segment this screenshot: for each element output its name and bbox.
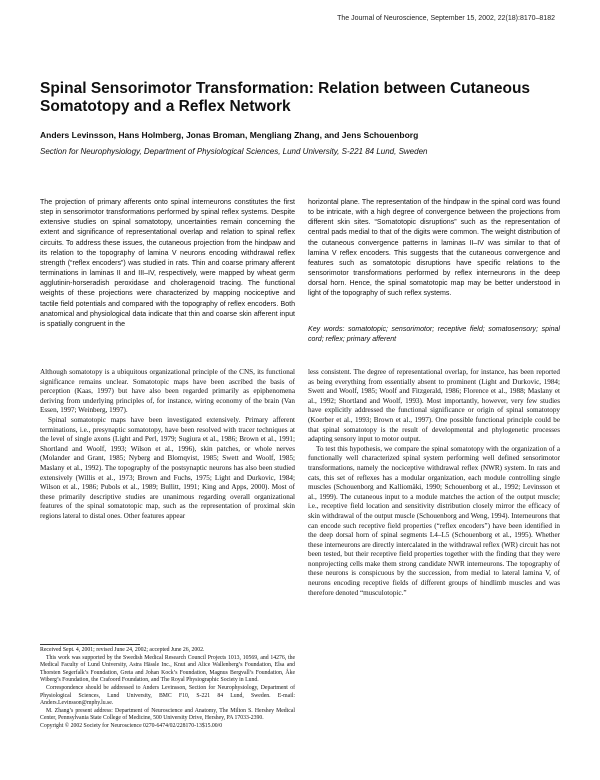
footnote-copyright: Copyright © 2002 Society for Neuroscience 0270-6474/02/228170-13$15.00/0: [40, 722, 223, 729]
body-right-column: [308, 368, 560, 598]
footnote-received: Received Sept. 4, 2001; revised June 24, 2002; accepted June 26, 2002.: [40, 647, 205, 653]
body-paragraph: less consistent. The degree of representational overlap, for instance, has been reported as being everything from essentially absent to prominent (Light and Durkovic, 1984; Swett and Woolf, 1985; Woolf and Fitzgerald, 1986; Florence et al., 1988; Maslany et al., 1992; Shortland and Woolf, 1993). Most importantly, however, very few studies have explicitly addressed the functional significance or origin of spinal somatotopy (Koerber et al., 1993; Brown et al., 1997). One possible functional principle could be that spinal somatotopy is the result of developmental and phylogenetic processes adapting sensory input to motor output.: [308, 368, 560, 444]
body-paragraph: Although somatotopy is a ubiquitous organizational principle of the CNS, its functional significance remains unclear. Somatotopic maps have been ascribed the basis of perception (Kaas, 1997) but have also been regarded primarily as epiphenomena deriving from underlying principles of, for instance, wiring economy of the brain (Van Essen, 1997; Weinberg, 1997).: [40, 368, 295, 415]
keywords: Key words: somatotopic; sensorimotor; receptive field; somatosensory; spinal cord; reflex; primary afferent: [308, 326, 560, 344]
footnote-correspondence: Correspondence should be addressed to Anders Levinsson, Section for Neurophysiology, Department of Physiological Sciences, Lund University, BMC F10, S-221 84 Lund, Sweden. E-mail: Anders.Levinsson@mphy.lu.se.: [40, 684, 295, 707]
footnote-funding: This work was supported by the Swedish Medical Research Council Projects 1013, 10569, and 14276, the Medical Faculty of Lund University, Astra Hässle Inc., Knut and Alice Wallenberg’s Foundation, Elsa and Thorsten Segerfalk’s Foundation, Greta and Johan Kock’s Foundation, Magnus Bergvall’s Foundation, Åke Wiberg’s Foundation, the Crafoord Foundation, and The Royal Physiographic Society in Lund.: [40, 654, 295, 684]
article-title: Spinal Sensorimotor Transformation: Relation between Cutaneous Somatotopy and a Reflex Network: [40, 80, 531, 115]
footnote-address: M. Zhang’s present address: Department of Neuroscience and Anatomy, The Milton S. Hershey Medical Center, Pennsylvania State College of Medicine, 500 University Drive, Hershey, PA 17033-2390.: [40, 707, 295, 722]
journal-header: The Journal of Neuroscience, September 15, 2002, 22(18):8170–8182: [337, 15, 555, 22]
footnote-divider: [40, 644, 140, 645]
abstract-left-column: The projection of primary afferents onto spinal interneurons constitutes the first step in sensorimotor transformations performed by spinal reflex systems. Despite extensive studies on spinal somatotopy, uncertainties remain concerning the extent and significance of representational overlap and relation to spinal reflex circuits. To address these issues, the cutaneous projection from the hindpaw and its relation to the topography of lamina V neurons encoding withdrawal reflex strength (“reflex encoders”) was studied in rats. Thin and coarse primary afferent terminations in laminas II and III–IV, respectively, were mapped by wheat germ agglutinin-horseradish peroxidase and choleragenoid tracing. The functional weights of these projections were characterized by mapping nociceptive and tactile field potentials and compared with the topography of reflex encoders. Both anatomical and physiological data indicate that thin and coarse skin afferent input is spatially congruent in the: [40, 199, 295, 328]
abstract-right-column: horizontal plane. The representation of the hindpaw in the spinal cord was found to be intricate, with a high degree of convergence between the projections from different skin sites. “Somatotopic disruptions” such as the representation of central pads medial to that of the digits were common. The weight distribution of the cutaneous convergence patterns in laminas II–IV was similar to that of lamina V reflex encoders. This suggests that the cutaneous convergence and features such as somatotopic disruptions have specific relations to the sensorimotor transformations performed by reflex interneurons in the deep dorsal horn. Hence, the spinal somatotopic map may be better understood in light of the topography of such reflex systems.: [308, 199, 560, 298]
body-paragraph: To test this hypothesis, we compare the spinal somatotopy with the organization of a functionally well characterized spinal system performing well defined sensorimotor transformations, namely the nociceptive withdrawal reflex (NWR) system. In rats and cats, this set of reflexes has a modular organization, each module controlling single muscles (Schouenborg and Kalliomäki, 1990; Schouenborg et al., 1992; Levinsson et al., 1999). The cutaneous input to a module matches the action of the output muscle; i.e., receptive field location and sensitivity distribution closely mirror the efficacy of skin withdrawal of the output muscle (Schouenborg and Weng, 1994). Interneurons that can encode such receptive field properties (“reflex encoders”) have been identified in the deep dorsal horn of spinal segments L4–L5 (Schouenborg et al., 1995). Whether these interneurons are directly intercalated in the withdrawal reflex (WR) circuit has not been tested, but their receptive field properties together with the finding that they were nonprojecting cells make them strong candidate NWR interneurons. The topography of these neurons is conspicuous by the succession, from medial to lateral lamina V, of neurons encoding receptive fields of different groups of hindlimb muscles and was therefore denoted “musculotopic.”: [308, 444, 560, 597]
body-paragraph: Spinal somatotopic maps have been investigated extensively. Primary afferent terminations, i.e., presynaptic somatotopy, have been resolved with tracer techniques at the level of single axons (Light and Perl, 1979; Sugiura et al., 1986; Brown et al., 1991; Shortland and Woolf, 1993; Wilson et al., 1996), skin patches, or whole nerves (Molander and Grant, 1985; Nyberg and Blomqvist, 1985; Swett and Woolf, 1985; Maslany et al., 1992). The topography of the postsynaptic neurons has also been studied extensively (Willis et al., 1973; Brown and Fuchs, 1975; Light and Durkovic, 1984; Wilson et al., 1986; Pubols et al., 1989; Bullitt, 1991; King and Apps, 2000). Most of these primarily descriptive studies are unanimous regarding overall organizational features of the spinal somatotopic map, such as the representation of proximal skin regions lateral to distal ones. Other features appear: [40, 415, 295, 520]
body-left-column: [40, 368, 295, 522]
author-list: Anders Levinsson, Hans Holmberg, Jonas Broman, Mengliang Zhang, and Jens Schouenborg: [40, 130, 419, 140]
footnotes: [40, 647, 295, 731]
author-affiliation: Section for Neurophysiology, Department of Physiological Sciences, Lund University, S-221 84 Lund, Sweden: [40, 147, 428, 156]
